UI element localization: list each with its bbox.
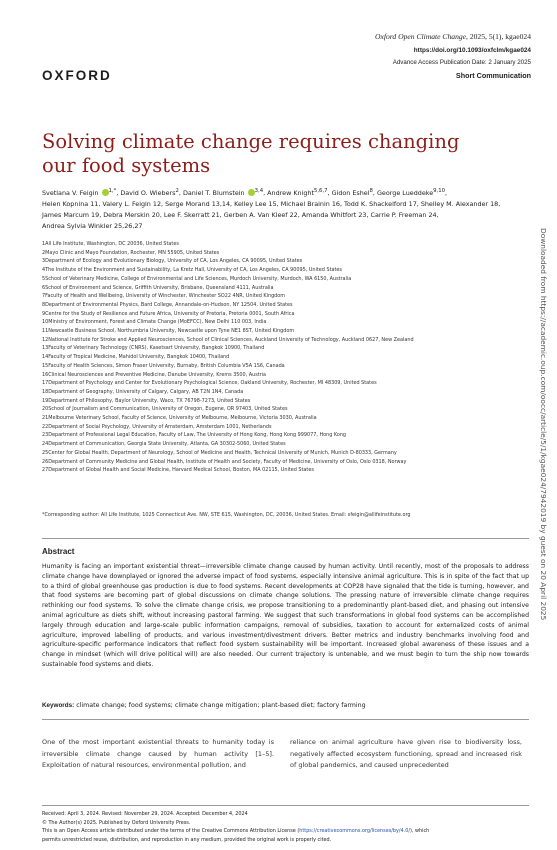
affiliation-item: 27Department of Global Health and Social Medicine, Harvard Medical School, Boston, MA 02115, United States: [42, 467, 314, 474]
affiliation-item: 16Clinical Neurosciences and Preventive Medicine, Danube University, Krems 3500, Austria: [42, 371, 267, 378]
affiliation-item: 24Department of Communication, Georgia State University, Atlanta, GA 30302-5060, United States: [42, 441, 286, 448]
publisher-logo: OXFORD: [42, 68, 112, 83]
article-type: Short Communication: [455, 71, 531, 80]
author-line: Svetlana V. Feigin $^{1,*}$, David O. Wiebers$^2$, Daniel T. Blumstein $^{3,4}$, Andrew Knight$^{5,6,7}$, Gidon Eshel$^8$, George Lueddeke$^{9,10}$,: [42, 188, 448, 198]
affiliation-item: 3Department of Ecology and Evolutionary Biology, University of CA, Los Angeles, CA 90095, United States: [42, 258, 303, 265]
license-text-end: ), which: [410, 828, 430, 835]
affiliation-item: 14Faculty of Tropical Medicine, Mahidol University, Bangkok 10400, Thailand: [42, 354, 230, 361]
footer: [42, 810, 529, 844]
journal-citation: [375, 32, 531, 41]
affiliation-item: 10Ministry of Environment, Forest and Climate Change (MoEFCC), New Delhi 110 003, India: [42, 319, 267, 326]
affiliation-item: 23Department of Professional Legal Education, Faculty of Law, The University of Hong Kong, Hong Kong 999077, Hong Kong: [42, 432, 347, 439]
license-link[interactable]: https://creativecommons.org/licenses/by/4.0/: [299, 828, 410, 835]
affiliation-item: 19Department of Philosophy, Baylor University, Waco, TX 76798-7273, United States: [42, 397, 251, 404]
affiliation-item: 25Center for Global Health, Department of Neurology, School of Medicine and Health, Technical University of Munich, Munich D-80333, Germany: [42, 449, 397, 456]
affiliation-item: 26Department of Community Medicine and Global Health, Institute of Health and Society, Faculty of Medicine, University of Oslo, Oslo 0318, Norway: [42, 458, 407, 465]
keywords-label: Keywords:: [42, 702, 75, 709]
affiliation-list: [42, 240, 532, 475]
abstract-text: Humanity is facing an important existential threat—irreversible climate change caused by human activity. Until recently, most of the proposals to address climate change have downplayed or ignored the adverse impact of food systems, especially intensive animal agriculture. This is in spite of the fact that up to a third of global greenhouse gas production is due to food systems. Recent developments at COP28 have signaled that the tide is turning, however, and that food systems are becoming part of global discussions on climate change solutions. The pressing nature of irreversible climate change requires rethinking our food systems. To solve the climate change crisis, we propose transitioning to a predominantly plant-based diet, and phasing out intensive animal agriculture as diets shift, without increasing pastoral farming. We suggest that such transformations in global food systems can be accomplished largely through education and large-scale public information campaigns, removal of subsidies, taxation to account for externalized costs of animal agriculture, improved labelling of products, and various investment/divestment drivers. Better metrics and industry benchmarks involving food and agriculture-specific performance indicators that reflect food system sustainability will be important. Increased global awareness of these issues and a change in mindset (which will drive political will) are also needed. Our current trajectory is untenable, and we must begin to turn the ship now towards sustainable food systems and diets.: [42, 563, 529, 668]
affiliation-item: 21Melbourne Veterinary School, Faculty of Science, University of Melbourne, Melbourne, Victoria 3030, Australia: [42, 415, 317, 422]
affiliation-item: 8Department of Environmental Physics, Bard College, Annandale-on-Hudson, NY 12504, United States: [42, 301, 293, 308]
body-column-left: One of the most important existential threats to humanity today is irreversible climate change caused by human activity [1–5]. Exploitation of natural resources, environmental pollution, and: [42, 738, 274, 770]
author-line: Helen Kopnina 11, Valery L. Feigin 12, Serge Morand 13,14, Kelley Lee 15, Michael Brainin 16, Todd K. Shackelford 17, Shelley M. Alexander 18,: [42, 199, 501, 208]
orcid-icon[interactable]: [102, 189, 109, 196]
affiliation-item: 12National Institute for Stroke and Applied Neurosciences, School of Clinical Sciences, Auckland University of Technology, Auckland 0627, New Zealand: [42, 336, 414, 343]
orcid-icon[interactable]: [248, 189, 255, 196]
affiliation-item: 7Faculty of Health and Wellbeing, University of Winchester, Winchester SO22 4NR, United Kingdom: [42, 293, 286, 300]
keywords: [42, 702, 529, 709]
abstract-heading: Abstract: [42, 547, 75, 556]
affiliation-item: 22Department of Social Psychology, University of Amsterdam, Amsterdam 1001, Netherlands: [42, 423, 272, 430]
author-line: James Marcum 19, Debra Merskin 20, Lee F. Skerratt 21, Gerben A. Van Kleef 22, Amanda Whitfort 23, Carrie P. Freeman 24,: [42, 210, 439, 219]
abstract-bottom-rule: [42, 719, 529, 720]
affiliation-item: 15Faculty of Health Sciences, Simon Fraser University, Burnaby, British Columbia V5A 1S6, Canada: [42, 362, 285, 369]
author-line: Andrea Sylvia Winkler 25,26,27: [42, 221, 143, 230]
article-title: Solving climate change requires changing our food systems: [42, 130, 460, 177]
affiliation-item: 1All Life Institute, Washington, DC 20036, United States: [42, 241, 179, 247]
copyright: © The Author(s) 2025. Published by Oxford University Press.: [42, 819, 191, 826]
keywords-text: climate change; food systems; climate change mitigation; plant-based diet; factory farming: [74, 702, 366, 709]
affiliation-item: 5School of Veterinary Medicine, College of Environmental and Life Sciences, Murdoch University, Murdoch, WA 6150, Australia: [42, 275, 352, 282]
article-dates: Received: April 3, 2024. Revised: November 29, 2024. Accepted: December 4, 2024: [42, 811, 248, 817]
body-column-right: reliance on animal agriculture have given rise to biodiversity loss, negatively affected ecosystem functioning, spread and increased risk of global pandemics, and caused unprecedented: [290, 738, 522, 770]
author-list: [42, 186, 532, 231]
corresponding-author: *Corresponding author: All Life Institute, 1025 Connecticut Ave. NW, STE 615, Washington, DC, 20036, United States. Email: sfeigin@allifeinstitute.org: [42, 512, 411, 518]
download-watermark: Downloaded from https://academic.oup.com/oocc/article/5/1/kgae024/7942019 by guest on 20 April 2025: [539, 228, 548, 621]
affiliation-item: 9Centre for the Study of Resilience and Future Africa, University of Pretoria, Pretoria 0001, South Africa: [42, 310, 295, 317]
affiliation-item: 2Mayo Clinic and Mayo Foundation, Rochester, MN 55905, United States: [42, 249, 220, 256]
footer-rule: [42, 805, 529, 806]
affiliation-item: 17Department of Psychology and Center for Evolutionary Psychological Science, Oakland University, Rochester, MI 48309, United States: [42, 380, 377, 387]
license-text: This is an Open Access article distributed under the terms of the Creative Commons Attribution License (: [42, 828, 300, 835]
advance-access-date: Advance Access Publication Date: 2 January 2025: [392, 59, 531, 66]
license-line: [42, 827, 529, 836]
license-line-2: permits unrestricted reuse, distribution, and reproduction in any medium, provided the original work is properly cited.: [42, 836, 332, 843]
journal-name: Oxford Open Climate Change: [374, 32, 467, 41]
affiliation-item: 20School of Journalism and Communication, University of Oregon, Eugene, OR 97403, United States: [42, 406, 288, 413]
abstract-top-rule: [42, 538, 529, 539]
affiliation-item: 6School of Environment and Science, Griffith University, Brisbane, Queensland 4111, Australia: [42, 284, 274, 291]
affiliation-item: 4The Institute of the Environment and Sustainability, La Kretz Hall, University of CA, Los Angeles, CA 90095, United States: [42, 267, 342, 274]
affiliation-item: 18Department of Geography, University of Calgary, Calgary, AB T2N 1N4, Canada: [42, 388, 244, 395]
citation-details: , 2025, 5(1), kgae024: [466, 32, 531, 41]
affiliation-item: 13Faculty of Veterinary Technology (CNRS), Kasetsart University, Bangkok 10900, Thailand: [42, 345, 265, 352]
affiliation-item: 11Newcastle Business School, Northumbria University, Newcastle upon Tyne NE1 8ST, United Kingdom: [42, 328, 295, 335]
doi-link[interactable]: https://doi.org/10.1093/oxfclm/kgae024: [413, 47, 531, 54]
